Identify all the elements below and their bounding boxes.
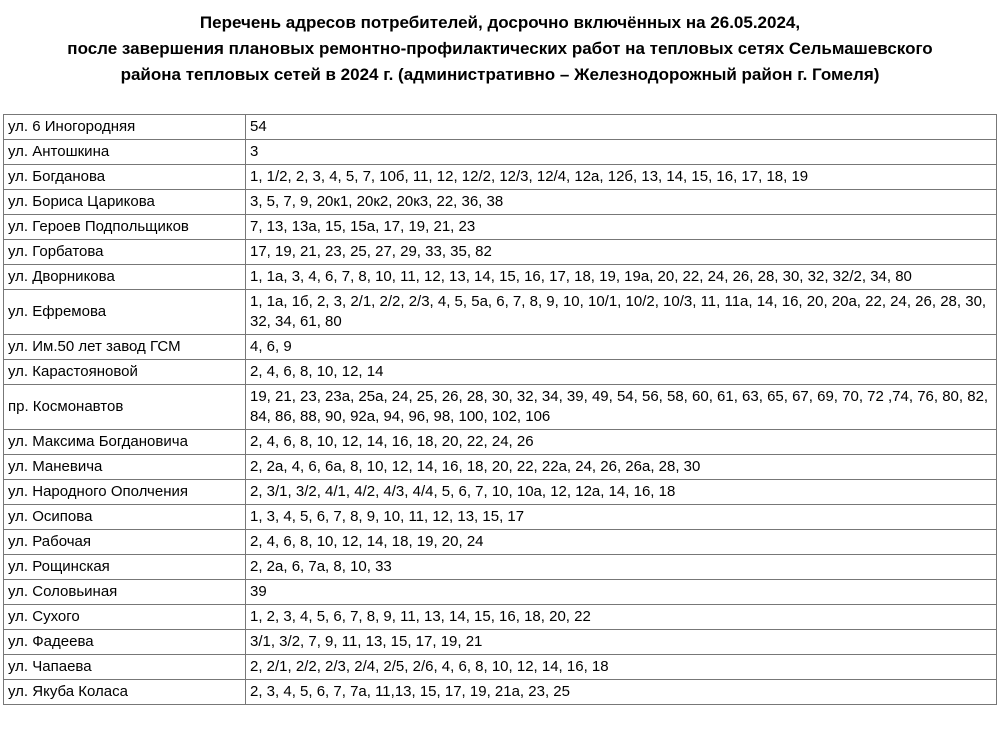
street-name-cell: ул. Карастояновой (4, 360, 246, 385)
house-numbers-cell: 2, 3, 4, 5, 6, 7, 7а, 11,13, 15, 17, 19, 21а, 23, 25 (246, 680, 997, 705)
street-name-cell: ул. Богданова (4, 165, 246, 190)
title-line-3: района тепловых сетей в 2024 г. (административно – Железнодорожный район г. Гомеля) (120, 65, 880, 84)
table-row (4, 335, 997, 360)
street-name-cell: ул. Им.50 лет завод ГСМ (4, 335, 246, 360)
house-numbers-cell: 19, 21, 23, 23а, 25а, 24, 25, 26, 28, 30, 32, 34, 39, 49, 54, 56, 58, 60, 61, 63, 65, 67, 69, 70, 72 ,74, 76, 80, 82, 84, 86, 88, 90, 92а, 94, 96, 98, 100, 102, 106 (246, 385, 997, 430)
house-numbers-cell: 2, 4, 6, 8, 10, 12, 14 (246, 360, 997, 385)
house-numbers-cell: 1, 1а, 1б, 2, 3, 2/1, 2/2, 2/3, 4, 5, 5а, 6, 7, 8, 9, 10, 10/1, 10/2, 10/3, 11, 11а, 14, 16, 20, 20а, 22, 24, 26, 28, 30, 32, 34, 61, 80 (246, 290, 997, 335)
table-row (4, 680, 997, 705)
house-numbers-cell: 3/1, 3/2, 7, 9, 11, 13, 15, 17, 19, 21 (246, 630, 997, 655)
street-name-cell: ул. 6 Иногородняя (4, 115, 246, 140)
table-row (4, 555, 997, 580)
table-row (4, 265, 997, 290)
table-row (4, 140, 997, 165)
table-row (4, 605, 997, 630)
street-name-cell: ул. Соловьиная (4, 580, 246, 605)
street-name-cell: ул. Дворникова (4, 265, 246, 290)
street-name-cell: ул. Маневича (4, 455, 246, 480)
street-name-cell: ул. Рабочая (4, 530, 246, 555)
street-name-cell: ул. Якуба Коласа (4, 680, 246, 705)
street-name-cell: ул. Бориса Царикова (4, 190, 246, 215)
street-name-cell: ул. Чапаева (4, 655, 246, 680)
table-row (4, 630, 997, 655)
house-numbers-cell: 7, 13, 13а, 15, 15а, 17, 19, 21, 23 (246, 215, 997, 240)
street-name-cell: ул. Горбатова (4, 240, 246, 265)
house-numbers-cell: 1, 1/2, 2, 3, 4, 5, 7, 10б, 11, 12, 12/2, 12/3, 12/4, 12а, 12б, 13, 14, 15, 16, 17, 18, 19 (246, 165, 997, 190)
house-numbers-cell: 39 (246, 580, 997, 605)
street-name-cell: ул. Ефремова (4, 290, 246, 335)
table-row (4, 240, 997, 265)
house-numbers-cell: 2, 2/1, 2/2, 2/3, 2/4, 2/5, 2/6, 4, 6, 8, 10, 12, 14, 16, 18 (246, 655, 997, 680)
street-name-cell: ул. Героев Подпольщиков (4, 215, 246, 240)
house-numbers-cell: 2, 4, 6, 8, 10, 12, 14, 16, 18, 20, 22, 24, 26 (246, 430, 997, 455)
house-numbers-cell: 3, 5, 7, 9, 20к1, 20к2, 20к3, 22, 36, 38 (246, 190, 997, 215)
street-name-cell: ул. Рощинская (4, 555, 246, 580)
house-numbers-cell: 1, 3, 4, 5, 6, 7, 8, 9, 10, 11, 12, 13, 15, 17 (246, 505, 997, 530)
house-numbers-cell: 2, 4, 6, 8, 10, 12, 14, 18, 19, 20, 24 (246, 530, 997, 555)
table-row (4, 115, 997, 140)
table-row (4, 360, 997, 385)
address-table (3, 114, 997, 705)
house-numbers-cell: 4, 6, 9 (246, 335, 997, 360)
street-name-cell: ул. Фадеева (4, 630, 246, 655)
house-numbers-cell: 1, 2, 3, 4, 5, 6, 7, 8, 9, 11, 13, 14, 15, 16, 18, 20, 22 (246, 605, 997, 630)
address-table-body (4, 115, 997, 705)
house-numbers-cell: 2, 2а, 6, 7а, 8, 10, 33 (246, 555, 997, 580)
street-name-cell: ул. Осипова (4, 505, 246, 530)
house-numbers-cell: 2, 3/1, 3/2, 4/1, 4/2, 4/3, 4/4, 5, 6, 7, 10, 10а, 12, 12а, 14, 16, 18 (246, 480, 997, 505)
document-title (0, 0, 1000, 88)
table-row (4, 430, 997, 455)
table-row (4, 215, 997, 240)
house-numbers-cell: 54 (246, 115, 997, 140)
street-name-cell: пр. Космонавтов (4, 385, 246, 430)
street-name-cell: ул. Народного Ополчения (4, 480, 246, 505)
table-row (4, 290, 997, 335)
table-row (4, 455, 997, 480)
table-row (4, 480, 997, 505)
street-name-cell: ул. Сухого (4, 605, 246, 630)
house-numbers-cell: 3 (246, 140, 997, 165)
street-name-cell: ул. Максима Богдановича (4, 430, 246, 455)
title-line-2: после завершения плановых ремонтно-профилактических работ на тепловых сетях Сельмашевского (67, 39, 933, 58)
street-name-cell: ул. Антошкина (4, 140, 246, 165)
table-row (4, 505, 997, 530)
table-row (4, 580, 997, 605)
table-row (4, 530, 997, 555)
table-row (4, 385, 997, 430)
house-numbers-cell: 17, 19, 21, 23, 25, 27, 29, 33, 35, 82 (246, 240, 997, 265)
title-line-1: Перечень адресов потребителей, досрочно включённых на 26.05.2024, (199, 13, 801, 32)
table-row (4, 190, 997, 215)
table-row (4, 655, 997, 680)
house-numbers-cell: 2, 2а, 4, 6, 6а, 8, 10, 12, 14, 16, 18, 20, 22, 22а, 24, 26, 26а, 28, 30 (246, 455, 997, 480)
house-numbers-cell: 1, 1а, 3, 4, 6, 7, 8, 10, 11, 12, 13, 14, 15, 16, 17, 18, 19, 19а, 20, 22, 24, 26, 28, 30, 32, 32/2, 34, 80 (246, 265, 997, 290)
table-row (4, 165, 997, 190)
